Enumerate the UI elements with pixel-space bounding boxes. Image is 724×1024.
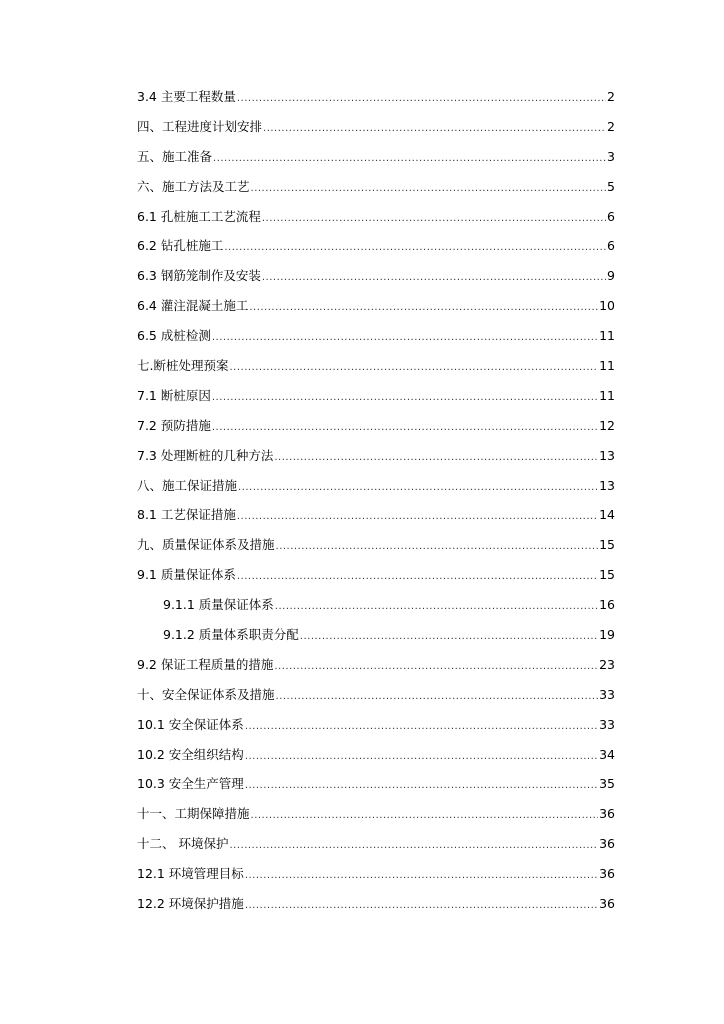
toc-entry-page-number: 5	[607, 178, 615, 194]
toc-entry-page-number: 19	[599, 627, 615, 643]
toc-dot-leader	[212, 323, 598, 353]
toc-dot-leader	[274, 652, 598, 682]
toc-entry-title: 9.1.2 质量体系职责分配	[163, 627, 299, 643]
toc-dot-leader	[274, 443, 598, 473]
toc-dot-leader	[245, 712, 598, 742]
toc-entry[interactable]	[137, 381, 615, 411]
toc-dot-leader	[276, 682, 599, 712]
toc-entry-title: 6.4 灌注混凝土施工	[137, 298, 249, 314]
toc-entry-title: 10.1 安全保证体系	[137, 716, 244, 732]
toc-dot-leader	[262, 263, 606, 293]
toc-entry-title: 12.2 环境保护措施	[137, 896, 244, 912]
toc-entry[interactable]	[137, 769, 615, 799]
toc-dot-leader	[238, 473, 598, 503]
toc-dot-leader	[262, 204, 606, 234]
toc-dot-leader	[213, 144, 606, 174]
toc-entry[interactable]	[137, 202, 615, 232]
toc-entry[interactable]	[137, 411, 615, 441]
toc-entry[interactable]	[137, 530, 615, 560]
toc-entry-page-number: 11	[599, 387, 615, 403]
toc-entry[interactable]	[137, 740, 615, 770]
toc-entry[interactable]	[137, 710, 615, 740]
toc-entry-page-number: 33	[599, 686, 615, 702]
toc-dot-leader	[275, 592, 598, 622]
toc-entry-title: 6.1 孔桩施工工艺流程	[137, 208, 261, 224]
toc-entry-title: 六、施工方法及工艺	[137, 178, 250, 194]
toc-dot-leader	[229, 831, 598, 861]
toc-entry-title: 九、质量保证体系及措施	[137, 537, 275, 553]
toc-entry[interactable]	[137, 829, 615, 859]
toc-entry-title: 8.1 工艺保证措施	[137, 507, 236, 523]
toc-entry-page-number: 36	[599, 866, 615, 882]
toc-entry[interactable]	[137, 351, 615, 381]
toc-entry-page-number: 3	[607, 148, 615, 164]
toc-entry-page-number: 2	[607, 89, 615, 104]
toc-dot-leader	[249, 293, 598, 323]
toc-entry[interactable]	[137, 680, 615, 710]
toc-entry[interactable]	[137, 620, 615, 650]
toc-entry[interactable]	[137, 142, 615, 172]
toc-entry-title: 7.3 处理断桩的几种方法	[137, 447, 274, 463]
toc-dot-leader	[245, 891, 598, 921]
toc-entry-page-number: 2	[607, 118, 615, 134]
toc-entry-title: 10.3 安全生产管理	[137, 776, 244, 792]
toc-entry-title: 6.5 成桩检测	[137, 328, 211, 344]
toc-entry-page-number: 16	[599, 597, 615, 613]
toc-entry[interactable]	[137, 799, 615, 829]
toc-entry-page-number: 11	[599, 328, 615, 344]
toc-entry[interactable]	[137, 500, 615, 530]
toc-entry-page-number: 35	[599, 776, 615, 792]
toc-entry-title: 12.1 环境管理目标	[137, 866, 244, 882]
table-of-contents	[137, 82, 615, 919]
toc-entry[interactable]	[137, 590, 615, 620]
toc-entry-title: 3.4 主要工程数量	[137, 89, 236, 104]
toc-entry[interactable]	[137, 291, 615, 321]
toc-entry[interactable]	[137, 560, 615, 590]
toc-entry-title: 八、施工保证措施	[137, 477, 238, 493]
toc-entry[interactable]	[137, 441, 615, 471]
toc-entry[interactable]	[137, 471, 615, 501]
toc-dot-leader	[245, 771, 598, 801]
toc-entry-page-number: 11	[599, 358, 615, 374]
toc-entry-page-number: 15	[599, 567, 615, 583]
toc-entry-page-number: 10	[599, 298, 615, 314]
toc-entry-title: 七.断桩处理预案	[137, 358, 229, 374]
toc-entry-title: 十一、工期保障措施	[137, 806, 250, 822]
toc-entry-page-number: 6	[607, 238, 615, 254]
toc-entry[interactable]	[137, 650, 615, 680]
toc-entry-page-number: 34	[599, 746, 615, 762]
toc-dot-leader	[251, 801, 599, 831]
toc-entry[interactable]	[137, 859, 615, 889]
toc-entry-title: 十、安全保证体系及措施	[137, 686, 275, 702]
toc-dot-leader	[300, 622, 598, 652]
toc-entry[interactable]	[137, 172, 615, 202]
toc-entry-title: 9.2 保证工程质量的措施	[137, 656, 274, 672]
toc-entry[interactable]	[137, 82, 615, 112]
toc-entry-page-number: 12	[599, 417, 615, 433]
toc-entry-page-number: 13	[599, 477, 615, 493]
toc-entry-title: 7.2 预防措施	[137, 417, 211, 433]
toc-dot-leader	[237, 84, 606, 114]
toc-entry-page-number: 23	[599, 656, 615, 672]
toc-entry[interactable]	[137, 261, 615, 291]
toc-entry-page-number: 14	[599, 507, 615, 523]
toc-dot-leader	[263, 114, 606, 144]
toc-entry-title: 6.2 钻孔桩施工	[137, 238, 224, 254]
toc-entry-page-number: 15	[599, 537, 615, 553]
toc-entry-title: 10.2 安全组织结构	[137, 746, 244, 762]
toc-entry-title: 五、施工准备	[137, 148, 213, 164]
toc-dot-leader	[229, 353, 598, 383]
toc-dot-leader	[212, 383, 598, 413]
toc-dot-leader	[224, 233, 606, 263]
toc-entry-page-number: 36	[599, 896, 615, 912]
toc-entry[interactable]	[137, 231, 615, 261]
toc-entry[interactable]	[137, 889, 615, 919]
toc-entry-title: 6.3 钢筋笼制作及安装	[137, 268, 261, 284]
toc-dot-leader	[245, 861, 598, 891]
toc-entry-page-number: 13	[599, 447, 615, 463]
toc-entry-title: 9.1 质量保证体系	[137, 567, 236, 583]
toc-dot-leader	[212, 413, 598, 443]
toc-dot-leader	[251, 174, 607, 204]
toc-dot-leader	[245, 742, 598, 772]
toc-dot-leader	[276, 532, 599, 562]
toc-entry-page-number: 36	[599, 806, 615, 822]
toc-entry-title: 四、工程进度计划安排	[137, 118, 263, 134]
toc-entry-page-number: 9	[607, 268, 615, 284]
toc-entry-page-number: 6	[607, 208, 615, 224]
toc-entry-page-number: 33	[599, 716, 615, 732]
toc-entry-title: 9.1.1 质量保证体系	[163, 597, 274, 613]
toc-entry-title: 7.1 断桩原因	[137, 387, 211, 403]
toc-entry-title: 十二、 环境保护	[137, 836, 229, 852]
toc-entry-page-number: 36	[599, 836, 615, 852]
toc-dot-leader	[237, 502, 598, 532]
toc-dot-leader	[237, 562, 598, 592]
toc-entry[interactable]	[137, 321, 615, 351]
toc-entry[interactable]	[137, 112, 615, 142]
